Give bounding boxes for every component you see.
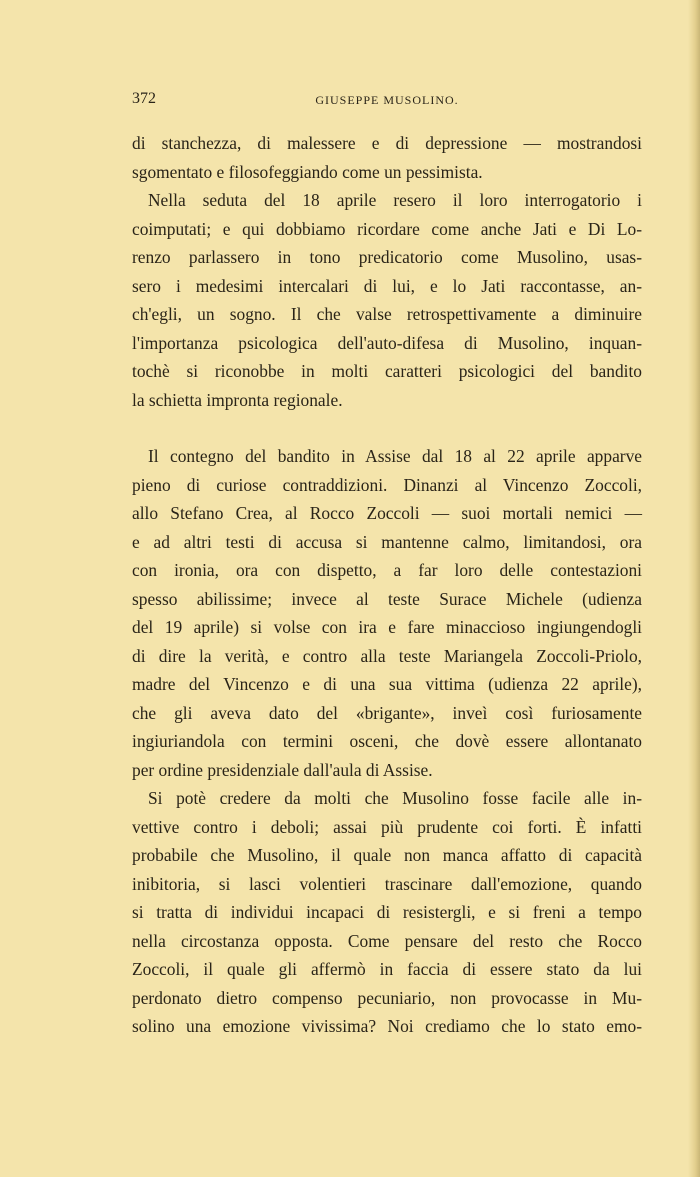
paragraph xyxy=(132,129,642,186)
text-line: renzo parlassero in tono predicatorio come Musolino, usas- xyxy=(132,247,642,267)
text-line: per ordine presidenziale dall'aula di Assise. xyxy=(132,759,433,780)
text-line: inibitoria, si lasci volentieri trascinare dall'emozione, quando xyxy=(132,873,642,894)
text-line: perdonato dietro compenso pecuniario, non provocasse in Mu- xyxy=(132,987,642,1008)
text-line: l'importanza psicologica dell'auto-difesa di Musolino, inquan- xyxy=(132,332,642,353)
text-line: di stanchezza, di malessere e di depressione — mostrandosi xyxy=(132,133,642,153)
text-line: solino una emozione vivissima? Noi crediamo che lo stato emo- xyxy=(132,1016,642,1036)
text-line: sero i medesimi intercalari di lui, e lo Jati raccontasse, an- xyxy=(132,275,642,296)
paragraph xyxy=(132,442,642,784)
text-line: Nella seduta del 18 aprile resero il loro interrogatorio i xyxy=(148,190,642,210)
text-line: si tratta di individui incapaci di resistergli, e si freni a tempo xyxy=(132,902,642,922)
text-line: che gli aveva dato del «brigante», inveì così furiosamente xyxy=(132,702,642,723)
page-number: 372 xyxy=(132,90,156,107)
text-line: nella circostanza opposta. Come pensare del resto che Rocco xyxy=(132,930,642,951)
page-header xyxy=(132,90,642,112)
text-line: sgomentato e filosofeggiando come un pessimista. xyxy=(132,161,483,182)
text-line: tochè si riconobbe in molti caratteri psicologici del bandito xyxy=(132,361,642,381)
paragraph xyxy=(132,784,642,1041)
text-line: probabile che Musolino, il quale non manca affatto di capacità xyxy=(132,845,642,865)
page-edge-shadow xyxy=(688,0,700,1177)
text-line: con ironia, ora con dispetto, a far loro delle contestazioni xyxy=(132,560,642,580)
text-line: allo Stefano Crea, al Rocco Zoccoli — suoi mortali nemici — xyxy=(132,503,642,523)
text-line: di dire la verità, e contro alla teste Mariangela Zoccoli-Priolo, xyxy=(132,645,642,666)
text-line: ingiuriandola con termini osceni, che dovè essere allontanato xyxy=(132,731,642,751)
text-line: e ad altri testi di accusa si mantenne calmo, limitandosi, ora xyxy=(132,531,642,552)
text-line: ch'egli, un sogno. Il che valse retrospettivamente a diminuire xyxy=(132,304,642,324)
text-line: Il contegno del bandito in Assise dal 18 al 22 aprile apparve xyxy=(148,446,642,466)
paragraph xyxy=(132,186,642,414)
text-line: Zoccoli, il quale gli affermò in faccia di essere stato da lui xyxy=(132,959,642,979)
text-line: spesso abilissime; invece al teste Surace Michele (udienza xyxy=(132,588,642,609)
body-text xyxy=(132,129,642,1041)
text-line: madre del Vincenzo e di una sua vittima (udienza 22 aprile), xyxy=(132,674,642,694)
text-line: coimputati; e qui dobbiamo ricordare come anche Jati e Di Lo- xyxy=(132,218,642,239)
text-line: pieno di curiose contraddizioni. Dinanzi al Vincenzo Zoccoli, xyxy=(132,474,642,495)
text-line: la schietta impronta regionale. xyxy=(132,389,343,410)
text-line: del 19 aprile) si volse con ira e fare minaccioso ingiungendogli xyxy=(132,617,642,637)
text-line: Si potè credere da molti che Musolino fosse facile alle in- xyxy=(148,788,642,808)
running-title: GIUSEPPE MUSOLINO. xyxy=(315,93,459,107)
text-line: vettive contro i deboli; assai più prudente coi forti. È infatti xyxy=(132,816,642,837)
